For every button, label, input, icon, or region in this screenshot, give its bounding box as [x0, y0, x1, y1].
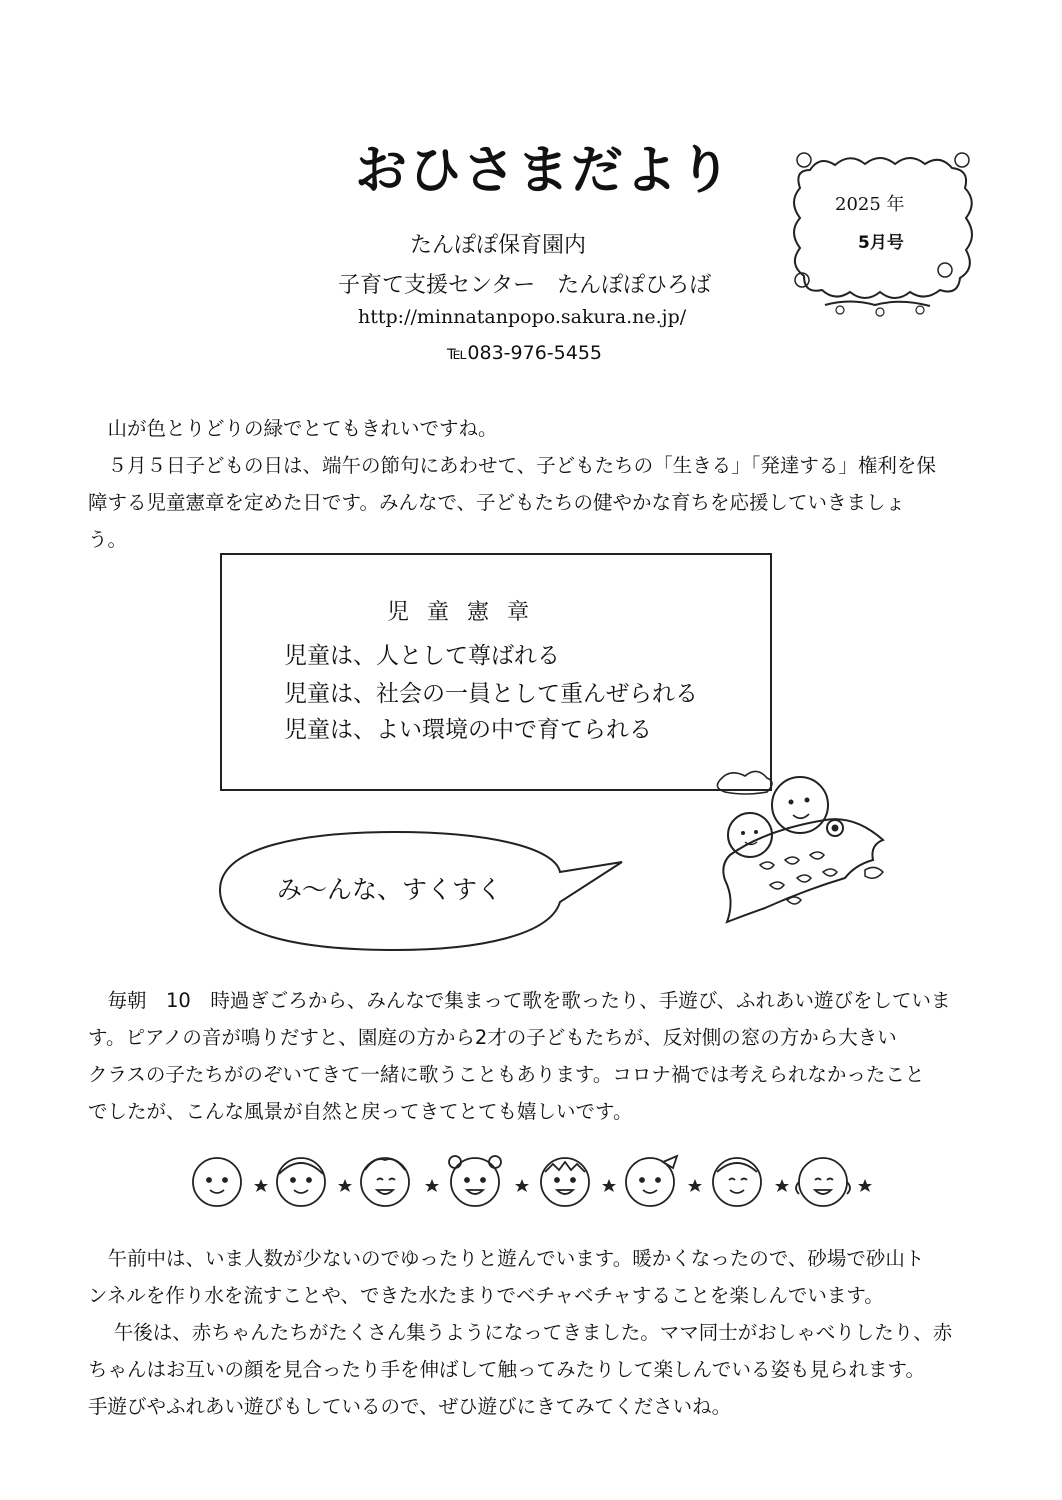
intro-paragraph: [88, 410, 988, 558]
website-url: http://minnatanpopo.sakura.ne.jp/: [358, 306, 687, 328]
afternoon-line: ンネルを作り水を流すことや、できた水たまりでベチャベチャすることを楽しんでいます。: [88, 1284, 884, 1307]
afternoon-line: 午後は、赤ちゃんたちがたくさん集うようになってきました。ママ同士がおしゃべりしたり、赤: [88, 1321, 953, 1344]
newsletter-title: おひさまだより: [355, 141, 734, 201]
charter-line: 児童は、社会の一員として重んぜられる: [284, 681, 698, 707]
morning-line: でしたが、こんな風景が自然と戻ってきてとても嬉しいです。: [88, 1100, 633, 1123]
morning-line: 毎朝 10 時過ぎごろから、みんなで集まって歌を歌ったり、手遊び、ふれあい遊びをしていま: [88, 989, 951, 1012]
org-line-1: たんぽぽ保育園内: [410, 233, 587, 258]
issue-year: 2025 年: [835, 194, 905, 215]
afternoon-line: ちゃんはお互いの顔を見合ったり手を伸ばして触ってみたりして楽しんでいる姿も見られます。: [88, 1358, 925, 1381]
morning-line: す。ピアノの音が鳴りだすと、園庭の方から2才の子どもたちが、反対側の窓の方から大きい: [88, 1026, 897, 1049]
morning-line: クラスの子たちがのぞいてきて一緒に歌うこともあります。コロナ禍では考えられなかったこと: [88, 1063, 925, 1086]
intro-line: ５月５日子どもの日は、端午の節句にあわせて、子どもたちの「生きる」「発達する」権利を保: [88, 454, 936, 477]
afternoon-paragraph: [88, 1240, 988, 1425]
charter-line: 児童は、よい環境の中で育てられる: [284, 717, 652, 743]
koinobori-children-icon: [705, 760, 895, 930]
childrens-charter-box: [220, 553, 772, 791]
issue-month: 5月号: [858, 233, 904, 253]
org-line-2: 子育て支援センター たんぽぽひろば: [338, 273, 712, 298]
children-faces-border-icon: [185, 1152, 875, 1212]
morning-paragraph: [88, 982, 988, 1130]
charter-line: 児童は、人として尊ばれる: [284, 643, 560, 669]
afternoon-line: 手遊びやふれあい遊びもしているので、ぜひ遊びにきてみてくださいね。: [88, 1395, 732, 1418]
intro-line: 山が色とりどりの緑でとてもきれいですね。: [88, 417, 498, 440]
intro-line: う。: [88, 528, 128, 551]
afternoon-line: 午前中は、いま人数が少ないのでゆったりと遊んでいます。暖かくなったので、砂場で砂山ト: [88, 1247, 925, 1270]
intro-line: 障する児童憲章を定めた日です。みんなで、子どもたちの健やかな育ちを応援していきましょ: [88, 491, 906, 514]
charter-title: 児童憲章: [387, 600, 548, 625]
bubble-text: み～んな、すくすく: [277, 875, 503, 904]
telephone: ℡083-976-5455: [447, 342, 603, 364]
